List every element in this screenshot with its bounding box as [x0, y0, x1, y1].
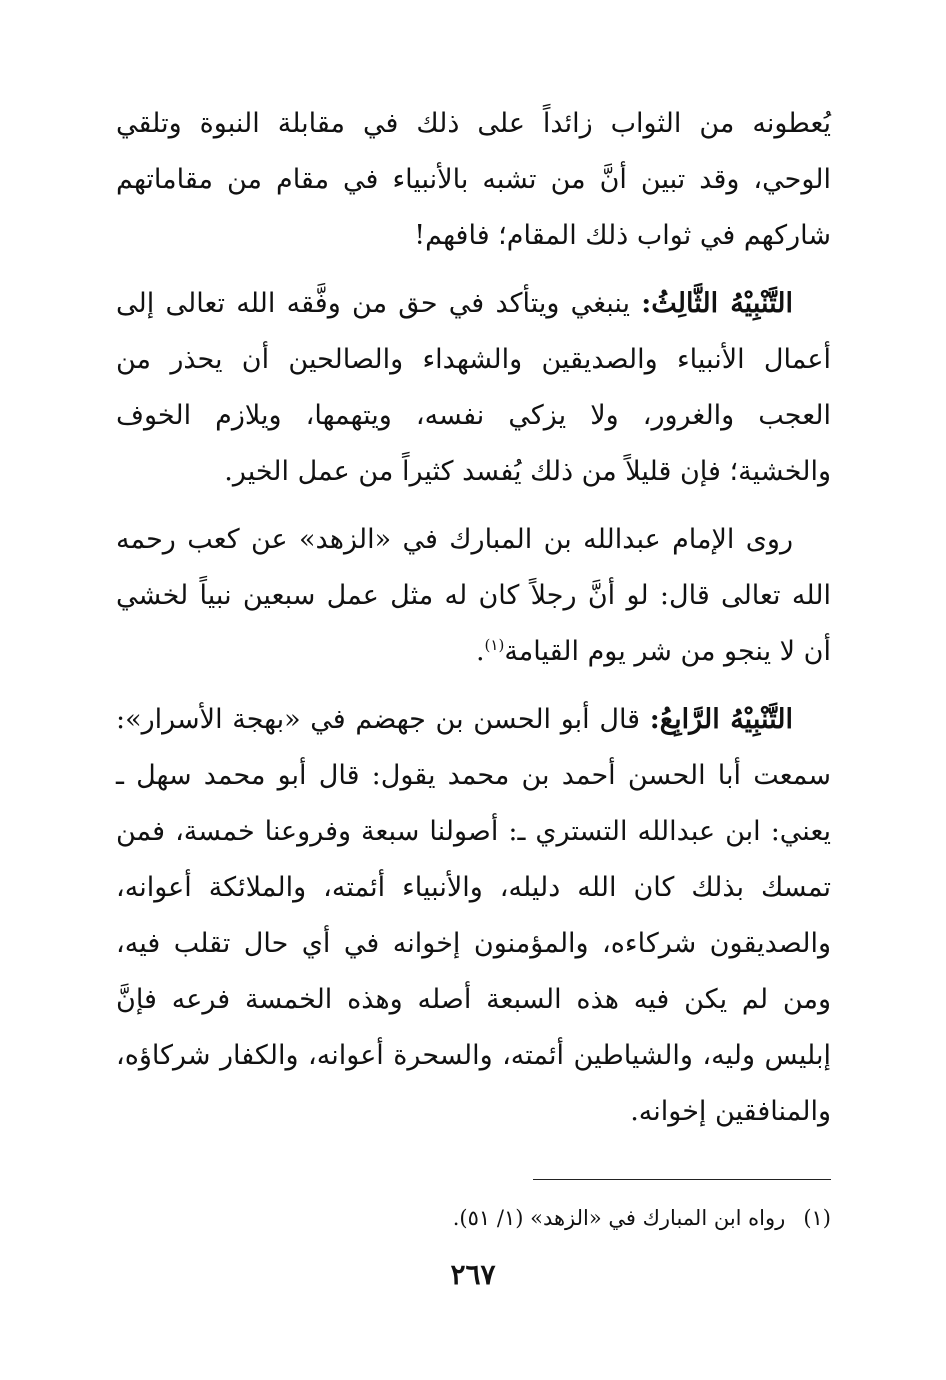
paragraph-2-text: ينبغي ويتأكد في حق من وفَّقه الله تعالى إلى أعمال الأنبياء والصديقين والشهداء والصالحين أن يحذر من العجب والغرور، ولا يزكي نفسه، ويتهمها، ويلازم الخوف والخشية؛ فإن قليلاً من ذلك يُفسد كثيراً من عمل الخير.: [116, 288, 831, 487]
paragraph-4-text: قال أبو الحسن بن جهضم في «بهجة الأسرار»: سمعت أبا الحسن أحمد بن محمد يقول: قال أبو محمد سهل ـ يعني: ابن عبدالله التستري ـ: أصولنا سبعة وفروعنا خمسة، فمن تمسك بذلك كان الله دليله، والأنبياء أئمته، والملائكة أعوانه، والصديقون شركاءه، والمؤمنون إخوانه في أي حال تقلب فيه، ومن لم يكن فيه هذه السبعة أصله وهذه الخمسة فرعه فإنَّ إبليس وليه، والشياطين أئمته، والسحرة أعوانه، والكفار شركاؤه، والمنافقين إخوانه.: [116, 704, 831, 1127]
paragraph-2: [116, 276, 831, 500]
page-number: ٢٦٧: [450, 1258, 496, 1291]
footnote: [116, 1198, 831, 1238]
footnote-reference: (١): [484, 636, 505, 654]
third-notice-heading: التَّنْبِيْهُ الثَّالِثُ:: [641, 288, 793, 319]
footnote-divider: [533, 1179, 831, 1180]
paragraph-3: [116, 512, 831, 680]
paragraph-3-text: روى الإمام عبدالله بن المبارك في «الزهد» عن كعب رحمه الله تعالى قال: لو أنَّ رجلاً كان له مثل عمل سبعين نبياً لخشي أن لا ينجو من شر يوم القيامة: [116, 524, 831, 667]
fourth-notice-heading: التَّنْبِيْهُ الرَّابِعُ:: [649, 704, 793, 735]
paragraph-4: [116, 692, 831, 1140]
footnote-text: رواه ابن المبارك في «الزهد» (١/ ٥١).: [452, 1206, 786, 1230]
main-text: [116, 96, 831, 1140]
footnote-number: (١): [803, 1206, 831, 1230]
paragraph-1-text: يُعطونه من الثواب زائداً على ذلك في مقابلة النبوة وتلقي الوحي، وقد تبين أنَّ من تشبه بالأنبياء في مقام من مقاماتهم شاركهم في ثواب ذلك المقام؛ فافهم!: [116, 108, 831, 251]
paragraph-3-end: .: [475, 636, 485, 667]
paragraph-1: [116, 96, 831, 264]
